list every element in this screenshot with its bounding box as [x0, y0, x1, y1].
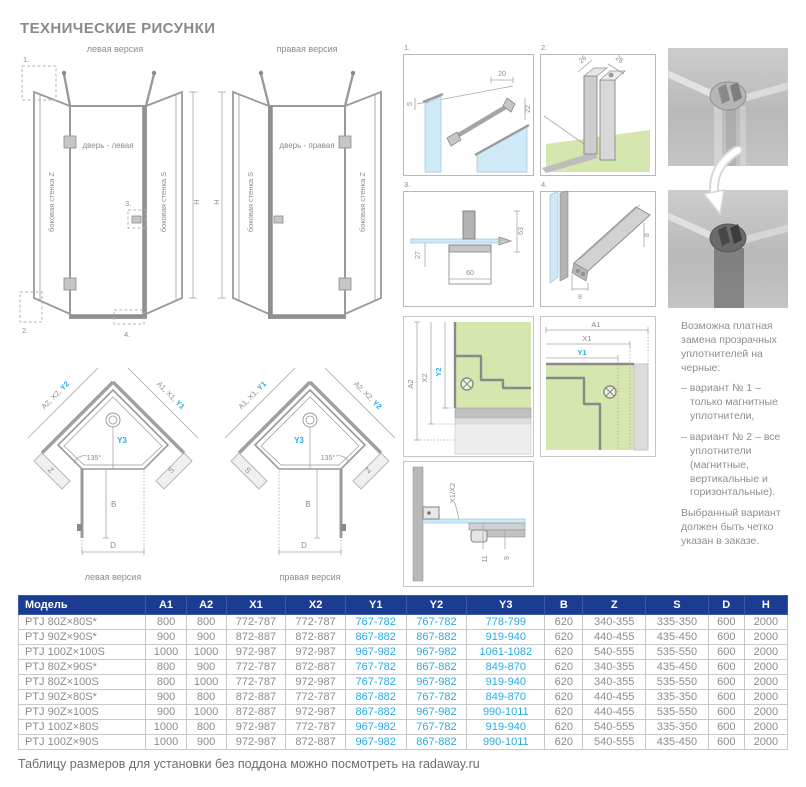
support-bar-icon — [351, 71, 355, 75]
dimension-label: 60 — [466, 270, 474, 277]
seal-note-option: – вариант № 2 – все уплотнители (магнитные, вертикальные и горизонтальные). — [681, 431, 781, 499]
hinge-icon — [64, 136, 76, 148]
table-cell: 849-870 — [467, 690, 545, 705]
table-cell: 2000 — [744, 645, 787, 660]
table-row — [19, 660, 788, 675]
knob-stem — [463, 211, 475, 239]
wall-fill — [455, 322, 531, 408]
model-cell: PTJ 90Z×80S* — [19, 690, 146, 705]
table-cell: 535-550 — [646, 645, 709, 660]
detail-number: 2. — [541, 43, 548, 52]
dimension-label: B — [305, 500, 311, 509]
table-cell: 772-787 — [286, 690, 346, 705]
model-cell: PTJ 80Z×80S* — [19, 615, 146, 630]
corner-label: Z — [45, 465, 56, 476]
table-cell: 919-940 — [467, 720, 545, 735]
table-cell: 600 — [708, 660, 744, 675]
table-cell: 772-787 — [286, 615, 346, 630]
detail-number: 1. — [404, 43, 411, 52]
table-cell: 967-982 — [345, 735, 406, 750]
table-cell: 540-555 — [583, 645, 646, 660]
table-cell: 620 — [545, 675, 583, 690]
table-cell: 800 — [186, 690, 226, 705]
corner-profile — [584, 76, 597, 154]
plan-right-drawing — [215, 366, 400, 588]
wall-label: боковая стенка S — [246, 171, 255, 233]
column-header: X2 — [286, 596, 346, 615]
wall-edge — [413, 467, 423, 581]
table-cell: 772-787 — [226, 615, 286, 630]
table-cell: 340-355 — [583, 675, 646, 690]
seal-note-outro: Выбранный вариант должен быть четко указан в заказе. — [681, 507, 781, 548]
column-header: B — [545, 596, 583, 615]
table-cell: 540-555 — [583, 735, 646, 750]
door-handle-icon — [274, 216, 283, 223]
table-cell: 767-782 — [406, 720, 467, 735]
table-cell: 1000 — [186, 705, 226, 720]
table-cell: 435-450 — [646, 660, 709, 675]
table-cell: 1000 — [146, 645, 186, 660]
dimension-label: X2 — [420, 373, 429, 383]
knob-base — [449, 245, 491, 252]
plan-right-caption: правая версия — [279, 572, 341, 582]
glass-panel — [423, 519, 525, 523]
dimension-label: Y2 — [434, 367, 443, 377]
dimension-label: Y3 — [294, 436, 304, 445]
elevation-right-drawing — [212, 40, 397, 340]
support-bar-icon — [152, 71, 156, 75]
table-cell: 800 — [146, 660, 186, 675]
replacement-arrow-icon — [692, 146, 752, 218]
support-bar-icon — [62, 71, 66, 75]
detail-number: 3. — [404, 180, 411, 189]
model-cell: PTJ 100Z×80S — [19, 720, 146, 735]
table-cell: 600 — [708, 645, 744, 660]
table-cell: 767-782 — [345, 615, 406, 630]
model-cell: PTJ 90Z×100S — [19, 705, 146, 720]
table-cell: 972-987 — [286, 675, 346, 690]
detail-marker-2 — [20, 292, 42, 322]
dimension-label: 26 — [613, 54, 625, 66]
table-row — [19, 720, 788, 735]
table-cell: 800 — [186, 720, 226, 735]
dimension-label: 26 — [577, 54, 589, 66]
dimension-label: Y1 — [577, 348, 587, 357]
corner-label: S — [166, 465, 177, 476]
table-cell: 435-450 — [646, 630, 709, 645]
column-header: S — [646, 596, 709, 615]
hinge-icon — [64, 278, 76, 290]
table-cell: 767-782 — [406, 690, 467, 705]
table-cell: 2000 — [744, 735, 787, 750]
door-handle-icon — [132, 216, 141, 223]
column-header: Z — [583, 596, 646, 615]
wall-section-a2 — [403, 316, 534, 457]
table-row — [19, 630, 788, 645]
footer-text: Таблицу размеров для установки без поддона можно посмотреть на — [18, 757, 419, 771]
table-row — [19, 690, 788, 705]
table-cell: 872-887 — [226, 705, 286, 720]
dimension-label: X1 — [582, 334, 592, 343]
elevation-left-caption: левая версия — [86, 44, 144, 54]
glass-panel — [411, 239, 499, 243]
door-label: дверь - левая — [82, 141, 134, 150]
column-header: D — [708, 596, 744, 615]
detail-marker-label: 3. — [125, 199, 132, 208]
table-cell: 600 — [708, 690, 744, 705]
model-cell: PTJ 100Z×90S — [19, 735, 146, 750]
table-cell: 872-887 — [226, 690, 286, 705]
dimension-label: B — [111, 500, 117, 509]
detail-marker-label: 2. — [22, 326, 29, 335]
seal-note-option: – вариант № 1 – только магнитные уплотнители, — [681, 382, 778, 423]
table-cell: 600 — [708, 735, 744, 750]
column-header: Y1 — [345, 596, 406, 615]
dimension-label: D — [301, 541, 307, 550]
table-cell: 620 — [545, 615, 583, 630]
table-cell: 435-450 — [646, 735, 709, 750]
table-cell: 900 — [186, 735, 226, 750]
table-cell: 972-987 — [286, 645, 346, 660]
corner-label: S — [242, 465, 253, 476]
table-cell: 1000 — [186, 645, 226, 660]
angle-label: 135° — [320, 455, 336, 462]
table-cell: 972-987 — [226, 645, 286, 660]
table-cell: 800 — [186, 615, 226, 630]
table-cell: 2000 — [744, 690, 787, 705]
dimension-label: 5 — [407, 102, 414, 106]
drain-icon — [106, 413, 120, 427]
door-handle-icon — [341, 524, 346, 531]
table-cell: 967-982 — [406, 705, 467, 720]
table-cell: 772-787 — [226, 675, 286, 690]
table-cell: 772-787 — [226, 660, 286, 675]
table-cell: 800 — [146, 615, 186, 630]
table-cell: 2000 — [744, 630, 787, 645]
table-cell: 2000 — [744, 660, 787, 675]
table-cell: 900 — [146, 705, 186, 720]
table-cell: 800 — [146, 675, 186, 690]
page-title: ТЕХНИЧЕСКИЕ РИСУНКИ — [20, 20, 216, 37]
elevation-left-drawing — [18, 40, 203, 340]
table-cell: 867-882 — [406, 735, 467, 750]
table-cell: 919-940 — [467, 630, 545, 645]
floor — [455, 424, 531, 454]
wall-bracket — [423, 507, 439, 519]
dimension-label: 11 — [482, 555, 489, 563]
table-cell: 972-987 — [286, 705, 346, 720]
detail-3 — [403, 179, 534, 307]
detail-number: 4. — [541, 180, 548, 189]
table-cell: 1000 — [146, 720, 186, 735]
table-cell: 849-870 — [467, 660, 545, 675]
table-cell: 1061-1082 — [467, 645, 545, 660]
table-cell: 872-887 — [286, 630, 346, 645]
dimension-label: 9 — [504, 556, 511, 560]
column-header: A1 — [146, 596, 186, 615]
edge-dimension-label: A1, X1, Y1 — [154, 379, 187, 412]
detail-2 — [540, 42, 656, 176]
footer-link[interactable]: radaway.ru — [418, 757, 480, 771]
table-cell: 967-982 — [406, 675, 467, 690]
wall-label: боковая стенка Z — [47, 172, 56, 232]
door-panel — [269, 106, 345, 318]
wall-section-a1 — [540, 316, 656, 457]
table-cell: 620 — [545, 735, 583, 750]
detail-marker-label: 1. — [23, 55, 30, 64]
table-cell: 972-987 — [226, 720, 286, 735]
table-cell: 600 — [708, 630, 744, 645]
table-cell: 767-782 — [345, 660, 406, 675]
table-cell: 772-787 — [286, 720, 346, 735]
dimension-label: 8 — [578, 294, 582, 301]
support-bar-icon — [259, 71, 263, 75]
table-cell: 2000 — [744, 705, 787, 720]
glass-panel — [550, 191, 558, 283]
table-cell: 600 — [708, 720, 744, 735]
column-header: H — [744, 596, 787, 615]
edge-dimension-label: A2, X2, Y2 — [351, 379, 384, 412]
table-cell: 335-350 — [646, 720, 709, 735]
glass-panel — [425, 96, 441, 172]
edge-dimension-label: A2, X2, Y2 — [39, 379, 72, 412]
table-cell: 600 — [708, 705, 744, 720]
table-cell: 620 — [545, 720, 583, 735]
table-cell: 600 — [708, 675, 744, 690]
table-cell: 335-350 — [646, 615, 709, 630]
dimension-label: 22 — [525, 105, 532, 113]
table-cell: 767-782 — [345, 675, 406, 690]
table-cell: 620 — [545, 660, 583, 675]
table-cell: 2000 — [744, 720, 787, 735]
table-cell: 900 — [186, 660, 226, 675]
height-dimension-label: H — [212, 199, 221, 205]
column-header: Модель — [19, 596, 146, 615]
plan-left-caption: левая версия — [84, 572, 142, 582]
table-row — [19, 675, 788, 690]
dimension-label: A1 — [591, 320, 601, 329]
table-cell: 340-355 — [583, 660, 646, 675]
model-cell: PTJ 90Z×90S* — [19, 630, 146, 645]
table-cell: 1000 — [186, 675, 226, 690]
door-section-x — [403, 461, 534, 587]
table-cell: 620 — [545, 630, 583, 645]
table-cell: 1000 — [146, 735, 186, 750]
table-cell: 919-940 — [467, 675, 545, 690]
table-cell: 778-799 — [467, 615, 545, 630]
clamp-icon — [471, 530, 487, 542]
column-header: Y2 — [406, 596, 467, 615]
dimension-label: Y3 — [117, 436, 127, 445]
table-cell: 440-455 — [583, 705, 646, 720]
tray-edge — [455, 408, 531, 418]
detail-1 — [403, 42, 534, 176]
table-cell: 2000 — [744, 675, 787, 690]
corner-label: Z — [363, 465, 374, 476]
table-cell: 600 — [708, 615, 744, 630]
column-header: A2 — [186, 596, 226, 615]
dimension-label: A2 — [406, 379, 415, 389]
table-row — [19, 615, 788, 630]
hinge-icon — [339, 136, 351, 148]
table-row — [19, 645, 788, 660]
table-cell: 867-882 — [345, 630, 406, 645]
table-cell: 867-882 — [406, 660, 467, 675]
table-cell: 535-550 — [646, 705, 709, 720]
table-cell: 2000 — [744, 615, 787, 630]
table-cell: 872-887 — [286, 660, 346, 675]
edge-dimension-label: A1, X1, Y1 — [236, 379, 269, 412]
elevation-right-caption: правая версия — [276, 44, 338, 54]
dimension-label: 63 — [518, 227, 525, 235]
dimension-label: 20 — [498, 71, 506, 78]
dimension-label: 27 — [415, 251, 422, 259]
table-cell: 990-1011 — [467, 735, 545, 750]
table-cell: 900 — [186, 630, 226, 645]
wall-label: боковая стенка Z — [358, 172, 367, 232]
detail-marker-label: 4. — [124, 330, 131, 339]
dimension-label: D — [110, 541, 116, 550]
column-header: X1 — [226, 596, 286, 615]
table-body — [19, 615, 788, 750]
table-cell: 440-455 — [583, 690, 646, 705]
footer-note — [18, 757, 480, 771]
table-cell: 967-982 — [406, 645, 467, 660]
angle-label: 135° — [86, 455, 102, 462]
table-cell: 335-350 — [646, 690, 709, 705]
section-label: X1/X2 — [448, 482, 457, 504]
table-header-row — [19, 596, 788, 615]
table-cell: 867-882 — [345, 705, 406, 720]
table-cell: 900 — [146, 690, 186, 705]
dimension-label: 8 — [644, 233, 651, 237]
table-cell: 540-555 — [583, 720, 646, 735]
door-profile — [469, 523, 525, 530]
table-cell: 620 — [545, 690, 583, 705]
column-header: Y3 — [467, 596, 545, 615]
table-cell: 900 — [146, 630, 186, 645]
drain-icon — [303, 413, 317, 427]
table-row — [19, 705, 788, 720]
table-cell: 535-550 — [646, 675, 709, 690]
table-cell: 620 — [545, 645, 583, 660]
model-cell: PTJ 80Z×90S* — [19, 660, 146, 675]
seal-note-intro: Возможна платная замена прозрачных уплотнителей на черные: — [681, 320, 777, 374]
height-dimension-label: H — [192, 199, 201, 205]
door-handle-icon — [77, 524, 82, 531]
table-cell: 872-887 — [226, 630, 286, 645]
table-cell: 767-782 — [406, 615, 467, 630]
table-cell: 440-455 — [583, 630, 646, 645]
door-panel — [70, 106, 146, 318]
wall-edge — [634, 364, 648, 450]
table-cell: 867-882 — [345, 690, 406, 705]
table-row — [19, 735, 788, 750]
table-cell: 620 — [545, 705, 583, 720]
seal-note — [681, 320, 795, 556]
plan-left-drawing — [18, 366, 203, 588]
table-cell: 990-1011 — [467, 705, 545, 720]
table-cell: 340-355 — [583, 615, 646, 630]
table-cell: 872-887 — [286, 735, 346, 750]
model-cell: PTJ 100Z×100S — [19, 645, 146, 660]
table-cell: 967-982 — [345, 645, 406, 660]
hinge-icon — [339, 278, 351, 290]
table-cell: 867-882 — [406, 630, 467, 645]
model-cell: PTJ 80Z×100S — [19, 675, 146, 690]
detail-4 — [540, 179, 656, 307]
door-label: дверь - правая — [279, 141, 335, 150]
wall-label: боковая стенка S — [159, 171, 168, 233]
table-cell: 972-987 — [226, 735, 286, 750]
dimensions-table — [18, 595, 788, 750]
table-cell: 967-982 — [345, 720, 406, 735]
